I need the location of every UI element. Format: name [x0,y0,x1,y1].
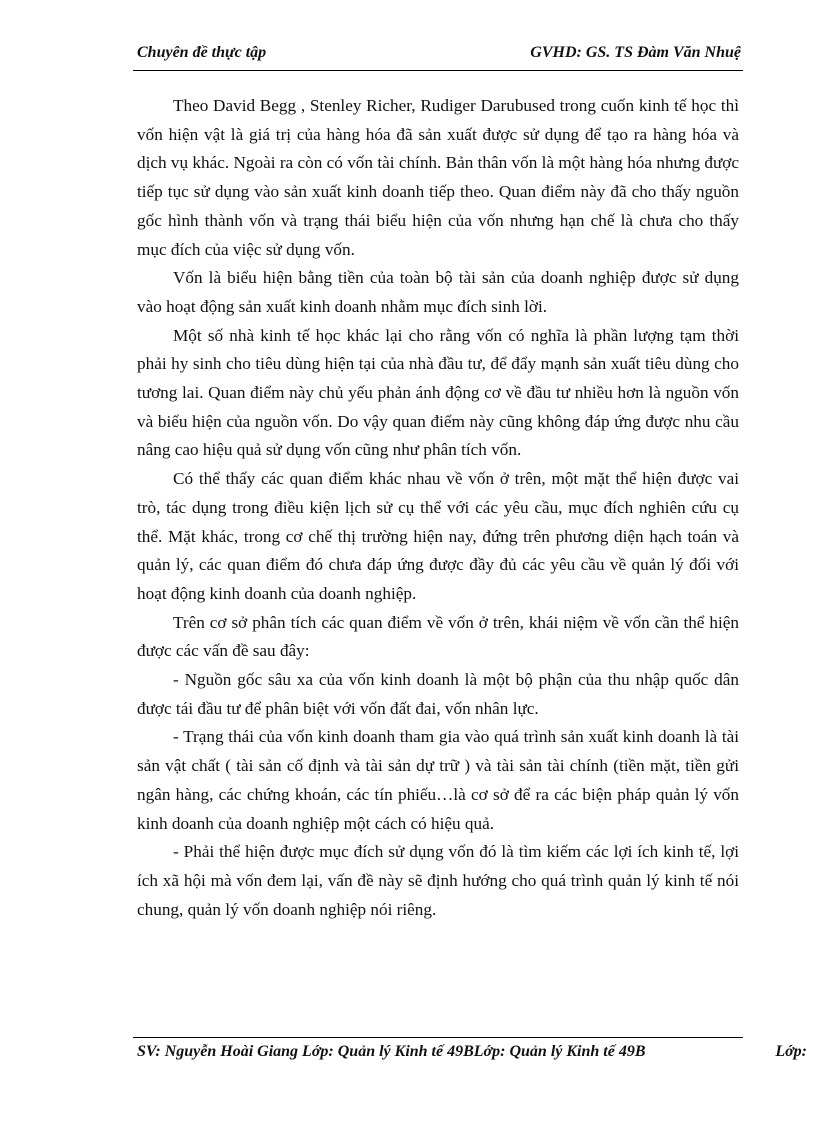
paragraph: Có thể thấy các quan điểm khác nhau về vốn ở trên, một mặt thể hiện được vai trò, tác dụng trong điều kiện lịch sử cụ thể với các yêu cầu, mục đích nghiên cứu cụ thể. Mặt khác, trong cơ chế thị trường hiện nay, đứng trên phương diện hạch toán và quản lý, các quan điểm đó chưa đáp ứng được đầy đủ các yêu cầu về quản lý đối với hoạt động kinh doanh của doanh nghiệp. [137,469,739,603]
header-title: Chuyên đề thực tập [137,44,267,61]
header-divider [133,70,743,71]
page-footer [137,1043,807,1065]
page-header [137,44,741,66]
paragraph: Trên cơ sở phân tích các quan điểm về vốn ở trên, khái niệm về vốn cần thể hiện được các vấn đề sau đây: [137,612,739,661]
footer-divider [133,1037,743,1038]
paragraph: Theo David Begg , Stenley Richer, Rudiger Darubused trong cuốn kinh tế học thì vốn hiện vật là giá trị của hàng hóa đã sản xuất được sử dụng để tạo ra hàng hóa và dịch vụ khác. Ngoài ra còn có vốn tài chính. Bản thân vốn là một hàng hóa nhưng được tiếp tục sử dụng vào sản xuất kinh doanh tiếp theo. Quan điểm này đã cho thấy nguồn gốc hình thành vốn và trạng thái biểu hiện của vốn nhưng hạn chế là chưa cho thấy mục đích của việc sử dụng vốn. [137,96,739,259]
list-item: - Phải thể hiện được mục đích sử dụng vốn đó là tìm kiếm các lợi ích kinh tế, lợi ích xã hội mà vốn đem lại, vấn đề này sẽ định hướng cho quá trình quản lý kinh tế nói chung, quản lý vốn doanh nghiệp nói riêng. [137,842,739,919]
list-item: - Trạng thái của vốn kinh doanh tham gia vào quá trình sản xuất kinh doanh là tài sản vật chất ( tài sản cố định và tài sản dự trữ ) và tài sản tài chính (tiền mặt, tiền gửi ngân hàng, các chứng khoán, các tín phiếu…là cơ sở để ra các biện pháp quản lý vốn kinh doanh của doanh nghiệp một cách có hiệu quả. [137,727,739,833]
paragraph: Một số nhà kinh tế học khác lại cho rằng vốn có nghĩa là phần lượng tạm thời phải hy sinh cho tiêu dùng hiện tại của nhà đầu tư, để đẩy mạnh sản xuất tiêu dùng cho tương lai. Quan điểm này chủ yếu phản ánh động cơ về đầu tư nhiều hơn là nguồn vốn và biểu hiện của nguồn vốn. Do vậy quan điểm này cũng không đáp ứng được nhu cầu nâng cao hiệu quả sử dụng vốn cũng như phân tích vốn. [137,325,739,460]
paragraph: Vốn là biểu hiện bằng tiền của toàn bộ tài sản của doanh nghiệp được sử dụng vào hoạt động sản xuất kinh doanh nhằm mục đích sinh lời. [137,268,739,316]
header-supervisor: GVHD: GS. TS Đàm Văn Nhuệ [530,44,741,61]
footer-class: Lớp: [775,1043,807,1060]
footer-student: SV: Nguyễn Hoài Giang Lớp: Quản lý Kinh tế 49BLớp: Quản lý Kinh tế 49B [137,1043,646,1060]
document-body [137,92,739,924]
list-item: - Nguồn gốc sâu xa của vốn kinh doanh là một bộ phận của thu nhập quốc dân được tái đầu tư để phân biệt với vốn đất đai, vốn nhân lực. [137,670,739,718]
